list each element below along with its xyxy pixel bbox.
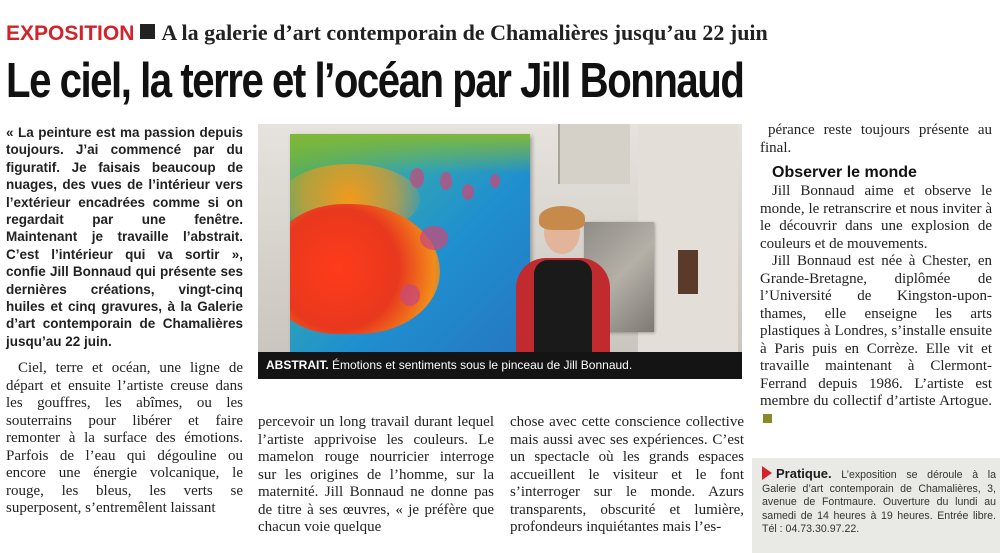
body-text: chose avec cette conscience collective mais aussi avec ses expériences. C’est un spectacle où les grands espaces accueillent le visiteur et le font s’interroger sur le monde. Azurs transparents, obscurité et lumière, profondeurs inquiétantes mais l’es- <box>510 414 744 535</box>
column-1-body <box>6 360 243 518</box>
practical-info-box <box>752 458 1000 553</box>
caption-tag: ABSTRAIT. <box>266 358 329 372</box>
practical-title: Pratique. <box>776 466 832 481</box>
end-mark-icon <box>763 414 772 423</box>
section-kicker: EXPOSITION <box>6 22 135 45</box>
body-text-with-end <box>760 253 992 428</box>
abstract-painting <box>290 134 530 356</box>
caption-text: Émotions et sentiments sous le pinceau de Jill Bonnaud. <box>328 358 633 372</box>
body-text: Ciel, terre et océan, une ligne de départ et ensuite l’artiste creuse dans les gouffres, les abîmes, ou les souterrains pour libérer et faire remonter à la surface des émotions. Parfois de l’eau qui dégouline ou encore une énergie volcanique, le rouge, les bleus, les verts se superposent, s’entremêlent laissant <box>6 360 243 516</box>
headline: Le ciel, la terre et l’océan par Jill Bonnaud <box>6 54 744 108</box>
column-4-continuation <box>760 122 992 157</box>
kicker-subtitle: A la galerie d’art contemporain de Chamalières jusqu’au 22 juin <box>161 20 768 45</box>
separator-square-icon <box>140 24 155 39</box>
body-text: percevoir un long travail durant lequel l’artiste apprivoise les couleurs. Le mamelon rouge nourricier interroge sur les origines de l’homme, sur la maternité. Jill Bonnaud ne donne pas de titre à ses œuvres, « je préfère que chacun voie quelque <box>258 414 494 535</box>
small-dark-painting <box>678 250 698 294</box>
lead-paragraph <box>6 124 243 350</box>
body-text: Jill Bonnaud est née à Chester, en Grande-Bretagne, diplômée de l’Université de Kingston-upon-thames, elle enseigne les arts plastiques à Londres, s’installe ensuite à Paris puis en Corrèze. Elle vit et travaille maintenant à Clermont-Ferrand depuis 1986. L’artiste est membre du collectif d’artiste Artogue. <box>760 253 992 409</box>
body-text: Jill Bonnaud aime et observe le monde, le retranscrire et nous inviter à le découvrir dans une explosion de couleurs et de mouvements. <box>760 183 992 252</box>
body-text: pérance reste toujours présente au final. <box>760 122 992 156</box>
lead-text: « La peinture est ma passion depuis toujours. J’ai commencé par du figuratif. Je faisais beaucoup de nuages, des vues de l’intérieur vers l’extérieur encadrées comme si on regardait par une fenêtre. Maintenant je travaille l’abstrait. C’est l’intérieur qui va sortir », confie Jill Bonnaud qui présente ses dernières créations, vingt-cinq huiles et cinq gravures, à la Galerie d’art contemporain de Chamalières jusqu’au 22 juin. <box>6 125 243 349</box>
column-4-body <box>760 183 992 428</box>
kicker-row <box>6 20 768 46</box>
article-photo <box>258 124 742 379</box>
subhead: Observer le monde <box>772 164 917 181</box>
photo-caption <box>258 352 742 379</box>
column-2-body <box>258 414 494 537</box>
arrow-right-icon <box>762 466 772 480</box>
subhead-block <box>760 164 992 184</box>
practical-body: L’exposition se déroule à la Galerie d’art contemporain de Chamalières, 3, avenue de Fontmaure. Ouverture du lundi au samedi de 14 heures à 19 heures. Entrée libre. Tél : 04.73.30.97.22. <box>762 469 996 536</box>
practical-info-text <box>762 466 996 537</box>
column-3-body <box>510 414 744 537</box>
